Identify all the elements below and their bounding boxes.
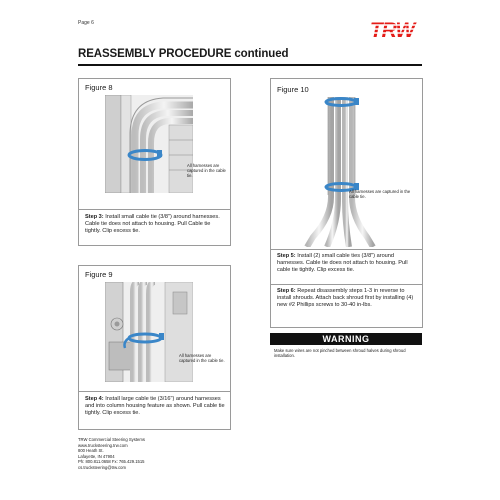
- title-rule: [78, 64, 422, 66]
- footer-address-city: Lafayette, IN 47904: [78, 453, 115, 459]
- figure-9-illustration: [105, 282, 193, 382]
- figure-8-illustration: [105, 95, 193, 193]
- footer-address-street: 800 Heath St.: [78, 448, 104, 454]
- trw-logo: [362, 19, 422, 41]
- step-4-text: Step 4: Install large cable tie (3/16") around harnesses and into column housing feature as shown. Pull cable tie tightly. Clip excess tie.: [85, 396, 225, 417]
- figure-9-title: Figure 9: [85, 270, 113, 279]
- figure-8-callout: All harnesses are captured in the cable tie.: [187, 163, 226, 179]
- warning-text: Make sure wires are not pinched between shroud halves during shroud installation.: [274, 348, 406, 359]
- figure-9-callout: All harnesses are captured in the cable tie.: [179, 353, 225, 364]
- figure-10-callout: All harnesses are captured in the cable tie.: [349, 189, 411, 200]
- page-number: Page 6: [78, 20, 94, 26]
- page-title: REASSEMBLY PROCEDURE continued: [78, 48, 289, 60]
- figure-10-illustration: [291, 97, 401, 247]
- figure-8-title: Figure 8: [85, 83, 113, 92]
- figure-9-box: [78, 265, 231, 430]
- step-5-text: Step 5: Install (2) small cable ties (3/8") around harnesses. Cable tie does not attach to housing. Pull cable tie tightly. Clip excess tie.: [277, 253, 408, 274]
- footer-contact: [78, 437, 145, 471]
- footer-email[interactable]: cs.trucksteering@trw.com: [78, 464, 126, 470]
- figure-10-box: [270, 78, 423, 328]
- step-3-text: Step 3: Install small cable tie (3/8") around harnesses. Cable tie does not attach to housing. Pull Cable tie tightly. Clip excess tie.: [85, 214, 220, 235]
- step-6-text: Step 6: Repeat disassembly steps 1-3 in reverse to install shrouds. Attach back shroud first by installing (4) new #2 Phillips screws to 30-40 in-lbs.: [277, 288, 414, 309]
- figure-8-box: [78, 78, 231, 246]
- warning-header: WARNING: [270, 333, 422, 345]
- footer-phone: Ph: 800.811.0658 Fx: 765.429.1515: [78, 459, 145, 465]
- svg-text:TRW: TRW: [369, 19, 415, 41]
- footer-company: TRW Commercial Steering Systems: [78, 437, 145, 442]
- figure-10-title: Figure 10: [277, 85, 309, 94]
- footer-website[interactable]: www.trucksteering.trw.com: [78, 442, 128, 448]
